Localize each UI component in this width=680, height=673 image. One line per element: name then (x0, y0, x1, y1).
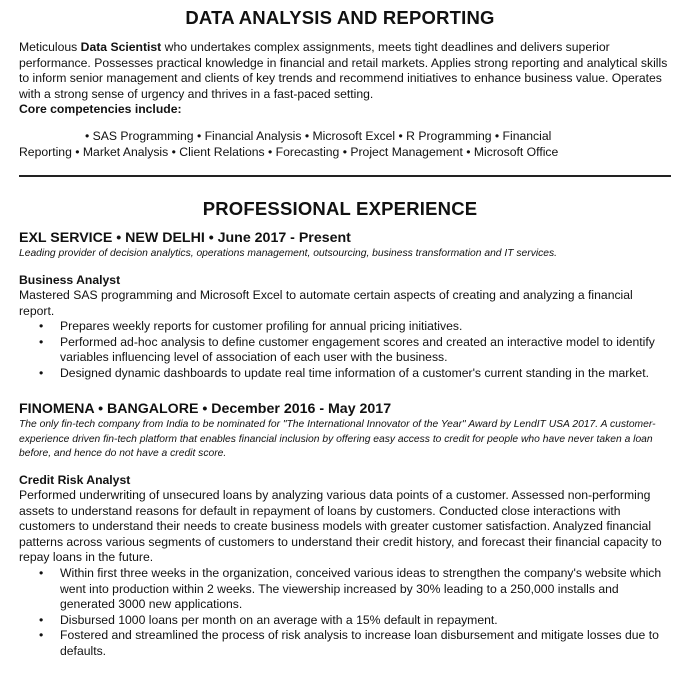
summary-paragraph (19, 40, 669, 102)
summary-prefix: Meticulous (19, 40, 81, 54)
bullet-icon: • (39, 366, 44, 381)
summary-block (19, 40, 669, 118)
role-summary: Performed underwriting of unsecured loans by analyzing various data points of a customer. Assessed non-performing assets to understand reasons for default in repayment of loans by customers. Conducted close interactions with customers to understand their needs to create business models with greater customer satisfaction. Analyzed financial patterns across various segments of customers to understand their credit history, and forecast their financial capacity to repay loans in the future. (19, 488, 662, 565)
summary-role: Data Scientist (80, 40, 162, 54)
section-title-data-analysis: DATA ANALYSIS AND REPORTING (185, 7, 495, 28)
summary-text: who undertakes complex assignments, meets tight deadlines and delivers superior performance. Possesses practical knowledge in financial and retail markets. Applies strong reporting and analytical skills to inform senior management and clients of key trends and recommend initiatives to enhance business value. Operates with a strong sense of urgency and thrives in a fast-paced setting. (19, 40, 668, 101)
list-item: • Disbursed 1000 loans per month on an average with a 15% default in repayment. (39, 612, 498, 627)
competencies-line-1: • SAS Programming • Financial Analysis • Microsoft Excel • R Programming • Financial (85, 129, 552, 143)
job-role: Business Analyst (19, 272, 121, 287)
achievements-list (19, 319, 669, 381)
job-role: Credit Risk Analyst (19, 472, 131, 487)
list-item: • Fostered and streamlined the process of risk analysis to increase loan disbursement and mitigate losses due to defaults. (39, 628, 659, 659)
list-item: • Prepares weekly reports for customer profiling for annual pricing initiatives. (39, 319, 463, 334)
role-summary: Mastered SAS programming and Microsoft Excel to automate certain aspects of creating and analyzing a financial report. (19, 288, 633, 318)
job-heading: EXL SERVICE • NEW DELHI • June 2017 - Present (19, 230, 351, 246)
list-item: • Performed ad-hoc analysis to define customer engagement scores and created an interactive model to identify variables influencing level of association of each user with the business. (39, 334, 655, 365)
company-description: The only fin-tech company from India to be nominated for "The International Innovator of the Year" Award by LendIT USA 2017. A customer-experience driven fin-tech platform that enables financial inclusion by offering easy access to credit for people who have never taken a loan before, and hence do not have a credit score. (19, 419, 656, 459)
bullet-icon: • (39, 628, 44, 643)
list-item: • Within first three weeks in the organization, conceived various ideas to strengthen the company's website which went into production within 2 weeks. The viewership increased by 30% leading to a 250,000 installs and generated 3000 new applications. (39, 566, 662, 612)
achievements-list (19, 566, 674, 660)
job-entry-exl (19, 230, 669, 382)
job-entry-finomena (19, 401, 674, 660)
section-title-experience: PROFESSIONAL EXPERIENCE (202, 198, 478, 219)
competencies-list (19, 129, 669, 160)
list-item: • Designed dynamic dashboards to update real time information of a customer's current standing in the market. (39, 366, 649, 381)
bullet-icon: • (39, 334, 44, 349)
bullet-icon: • (39, 566, 44, 581)
competencies-line-2: Reporting • Market Analysis • Client Relations • Forecasting • Project Management • Microsoft Office (19, 144, 559, 159)
company-description: Leading provider of decision analytics, operations management, outsourcing, business transformation and IT services. (19, 248, 558, 259)
competencies-label: Core competencies include: (19, 102, 182, 117)
section-divider (19, 175, 671, 177)
job-heading: FINOMENA • BANGALORE • December 2016 - May 2017 (19, 401, 392, 417)
bullet-icon: • (39, 319, 44, 334)
bullet-icon: • (39, 612, 44, 627)
